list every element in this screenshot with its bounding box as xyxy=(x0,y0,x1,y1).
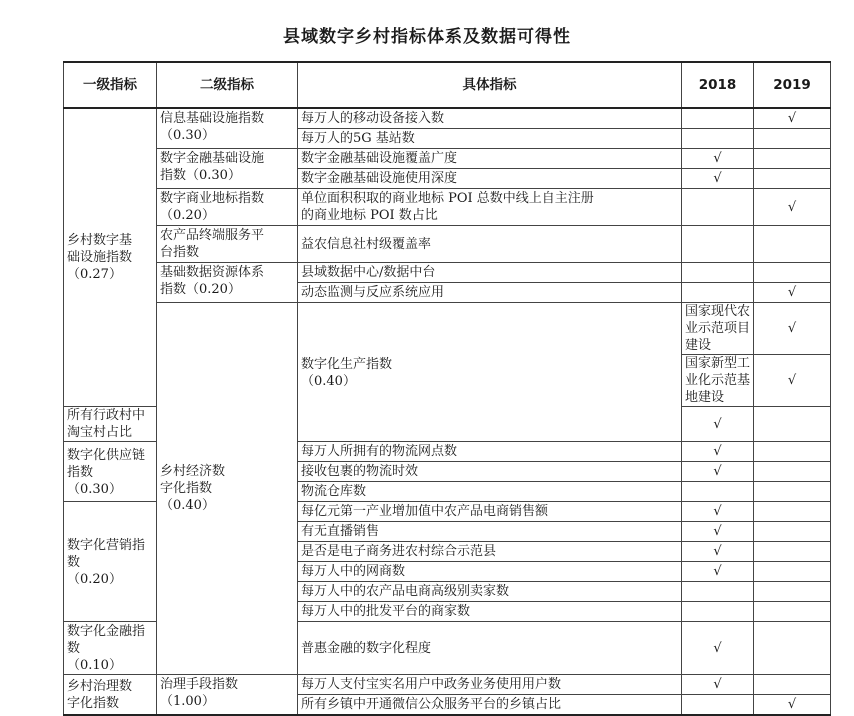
level1-cell: 乡村经济数 字化指数 （0.40） xyxy=(157,303,298,675)
check-2018 xyxy=(682,108,754,129)
header-2019: 2019 xyxy=(754,62,831,108)
check-2019 xyxy=(754,502,831,522)
check-2018: √ xyxy=(754,303,831,355)
indicator-cell: 有无直播销售 xyxy=(298,522,682,542)
check-2018 xyxy=(682,189,754,226)
check-2018: √ xyxy=(682,462,754,482)
check-2018 xyxy=(682,226,754,263)
table-row xyxy=(64,189,831,226)
header-indicator: 具体指标 xyxy=(298,62,682,108)
indicator-cell: 益农信息社村级覆盖率 xyxy=(298,226,682,263)
check-2018: √ xyxy=(682,502,754,522)
check-2018 xyxy=(682,283,754,303)
check-2019 xyxy=(754,442,831,462)
check-2018: √ xyxy=(754,355,831,407)
check-2018: √ xyxy=(682,622,754,675)
header-level1: 一级指标 xyxy=(64,62,157,108)
indicator-cell: 所有行政村中淘宝村占比 xyxy=(64,407,157,442)
check-2019: √ xyxy=(754,695,831,716)
indicator-cell: 县域数据中心/数据中台 xyxy=(298,263,682,283)
check-2018 xyxy=(682,129,754,149)
level2-cell: 农产品终端服务平 台指数 xyxy=(157,226,298,263)
indicator-cell: 单位面积积取的商业地标 POI 总数中线上自主注册 的商业地标 POI 数占比 xyxy=(298,189,682,226)
indicator-table xyxy=(63,61,831,716)
level2-cell: 基础数据资源体系 指数（0.20） xyxy=(157,263,298,303)
check-2019 xyxy=(754,522,831,542)
level2-cell: 数字商业地标指数 （0.20） xyxy=(157,189,298,226)
check-2019 xyxy=(754,582,831,602)
level2-cell: 数字金融基础设施 指数（0.30） xyxy=(157,149,298,189)
check-2019 xyxy=(754,562,831,582)
check-2018 xyxy=(682,263,754,283)
table-row xyxy=(64,108,831,129)
indicator-cell: 所有乡镇中开通微信公众服务平台的乡镇占比 xyxy=(298,695,682,716)
table-title: 县域数字乡村指标体系及数据可得性 xyxy=(283,27,571,47)
check-2019 xyxy=(754,149,831,169)
check-2019: √ xyxy=(754,108,831,129)
header-2018: 2018 xyxy=(682,62,754,108)
indicator-cell: 数字金融基础设施覆盖广度 xyxy=(298,149,682,169)
indicator-cell: 普惠金融的数字化程度 xyxy=(298,622,682,675)
indicator-cell: 每万人中的批发平台的商家数 xyxy=(298,602,682,622)
check-2018 xyxy=(682,695,754,716)
check-2019 xyxy=(754,129,831,149)
check-2018 xyxy=(682,582,754,602)
check-2019: √ xyxy=(754,283,831,303)
indicator-cell: 是否是电子商务进农村综合示范县 xyxy=(298,542,682,562)
table-row xyxy=(64,149,831,169)
header-row xyxy=(64,62,831,108)
indicator-cell: 物流仓库数 xyxy=(298,482,682,502)
level1-cell: 乡村治理数 字化指数 xyxy=(64,675,157,716)
level2-cell: 数字化供应链指数 （0.30） xyxy=(64,442,157,502)
check-2019 xyxy=(754,263,831,283)
indicator-cell: 每万人中的农产品电商高级别卖家数 xyxy=(298,582,682,602)
level2-cell: 数字化金融指数 （0.10） xyxy=(64,622,157,675)
table-row xyxy=(64,263,831,283)
check-2019 xyxy=(754,622,831,675)
check-2018: √ xyxy=(682,675,754,695)
check-2019 xyxy=(754,407,831,442)
level2-cell: 数字化营销指数 （0.20） xyxy=(64,502,157,622)
indicator-cell: 国家现代农业示范项目建设 xyxy=(682,303,754,355)
check-2018: √ xyxy=(682,149,754,169)
check-2019 xyxy=(754,602,831,622)
indicator-cell: 每亿元第一产业增加值中农产品电商销售额 xyxy=(298,502,682,522)
level1-cell: 乡村数字基 础设施指数 （0.27） xyxy=(64,108,157,407)
header-level2: 二级指标 xyxy=(157,62,298,108)
check-2018: √ xyxy=(682,442,754,462)
indicator-cell: 每万人的移动设备接入数 xyxy=(298,108,682,129)
check-2019 xyxy=(754,462,831,482)
check-2018 xyxy=(682,482,754,502)
indicator-cell: 数字金融基础设施使用深度 xyxy=(298,169,682,189)
check-2019 xyxy=(754,542,831,562)
indicator-cell: 每万人中的网商数 xyxy=(298,562,682,582)
check-2018: √ xyxy=(682,542,754,562)
check-2019 xyxy=(754,226,831,263)
level2-cell: 数字化生产指数 （0.40） xyxy=(298,303,682,442)
indicator-cell: 每万人的5G 基站数 xyxy=(298,129,682,149)
indicator-cell: 每万人支付宝实名用户中政务业务使用用户数 xyxy=(298,675,682,695)
check-2019 xyxy=(754,169,831,189)
level2-cell: 治理手段指数 （1.00） xyxy=(157,675,298,716)
check-2019: √ xyxy=(754,189,831,226)
indicator-cell: 动态监测与反应系统应用 xyxy=(298,283,682,303)
check-2018: √ xyxy=(682,522,754,542)
table-row xyxy=(64,226,831,263)
table-row xyxy=(64,303,831,355)
indicator-cell: 每万人所拥有的物流网点数 xyxy=(298,442,682,462)
indicator-cell: 接收包裹的物流时效 xyxy=(298,462,682,482)
indicator-cell: 国家新型工业化示范基地建设 xyxy=(682,355,754,407)
check-2019 xyxy=(754,482,831,502)
check-2018: √ xyxy=(682,407,754,442)
check-2018: √ xyxy=(682,562,754,582)
level2-cell: 信息基础设施指数 （0.30） xyxy=(157,108,298,149)
check-2018: √ xyxy=(682,169,754,189)
check-2018 xyxy=(682,602,754,622)
